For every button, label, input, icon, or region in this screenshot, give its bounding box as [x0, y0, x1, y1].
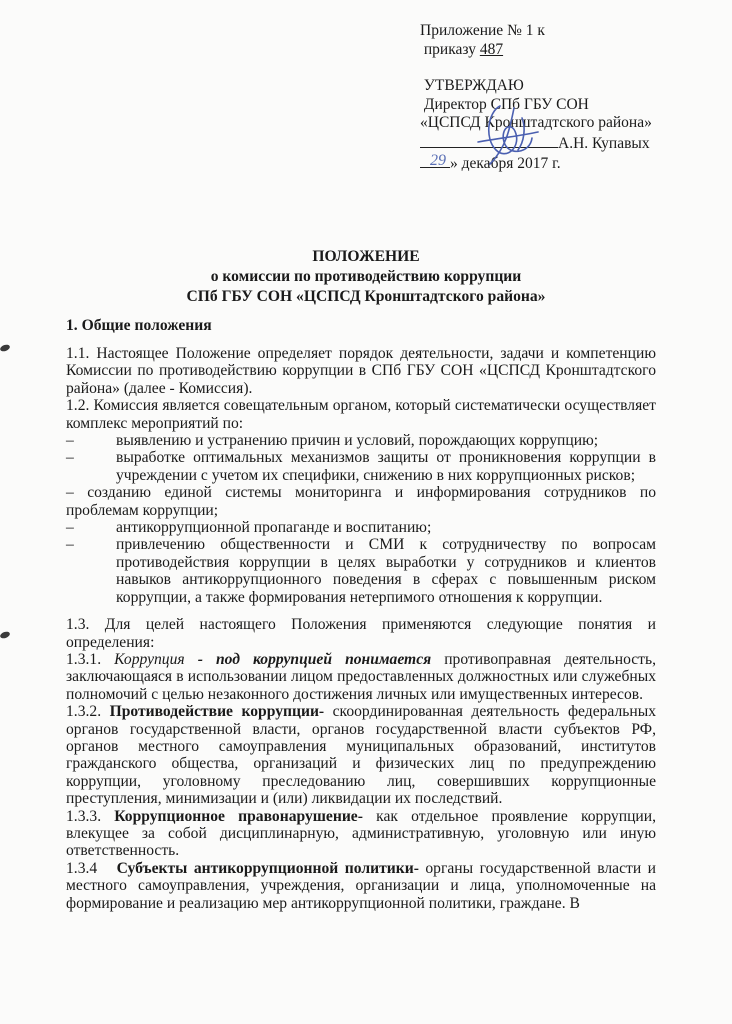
definition-1-3-1: 1.3.1. Коррупция - под коррупцией понимается противоправная деятельность, заключающаяся в использовании лицом предоставленных должностных или служебных полномочий с целью незаконного достижения личных или имущественных интересов.: [66, 650, 656, 703]
section-heading: 1. Общие положения: [66, 317, 212, 334]
definition-1-3-3: 1.3.3. Коррупционное правонарушение- как отдельное проявление коррупции, влекущее за собой дисциплинарную, административную, уголовную или иную ответственность.: [66, 807, 657, 860]
list-item: – выявлению и устранению причин и условий, порождающих коррупцию;: [66, 432, 599, 450]
document-body: [66, 345, 656, 912]
term-anti-corruption: Противодействие коррупции-: [109, 703, 325, 721]
date-day: 29: [430, 152, 446, 169]
title-line-1: ПОЛОЖЕНИЕ: [312, 248, 420, 265]
handwritten-signature: [470, 98, 540, 170]
term-policy-subjects: Субъекты антикоррупционной политики-: [116, 859, 419, 877]
list-item: – созданию единой системы мониторинга и информирования сотрудников по проблемам коррупции;: [66, 484, 656, 519]
paragraph-1-3: 1.3. Для целей настоящего Положения применяются следующие понятия и определения:: [66, 616, 656, 651]
term-corruption-offense: Коррупционное правонарушение-: [114, 807, 363, 825]
list-item: – антикоррупционной пропаганде и воспитанию;: [66, 519, 432, 537]
list-item: – выработке оптимальных механизмов защиты от проникновения коррупции в учреждении с учетом их специфики, снижению в них коррупционных рисков;: [66, 449, 656, 484]
title-line-2: о комиссии по противодействию коррупции: [210, 268, 522, 285]
organization-name: «ЦСПСД Кронштадтского района»: [420, 114, 652, 131]
paragraph-1-2: 1.2. Комиссия является совещательным органом, который систематически осуществляет комплекс мероприятий по:: [66, 397, 656, 432]
title-line-3: СПб ГБУ СОН «ЦСПСД Кронштадтского района»: [186, 288, 546, 305]
appendix-line: Приложение № 1 к: [420, 22, 545, 39]
term-corruption: Коррупция: [114, 650, 185, 668]
order-line: приказу 487: [423, 40, 504, 58]
definition-1-3-2: 1.3.2. Противодействие коррупции- скоординированная деятельность федеральных органов государственной власти, органов государственной власти субъектов РФ, органов местного самоуправления муниципальных образований, институтов гражданского общества, организаций и физических лиц по предупреждению коррупции, уголовному преследованию лиц, совершивших коррупционные преступления, минимизации и (или) ликвидации их последствий.: [66, 703, 656, 808]
document-title: [0, 247, 732, 307]
definition-1-3-4: 1.3.4 Субъекты антикоррупционной политики- органы государственной власти и местного самоуправления, учреждения, организации и лица, уполномоченные на формирование и реализацию мер антикоррупционной политики, граждане. В: [66, 859, 656, 912]
signer-name: А.Н. Купавых: [558, 134, 650, 152]
director-title: Директор СПб ГБУ СОН: [423, 95, 589, 113]
list-item: – привлечению общественности и СМИ к сотрудничеству по вопросам противодействия коррупции в целях выработки у сотрудников и клиентов навыков антикоррупционного поведения в сферах с повышенным риском коррупции, а также формирования нетерпимого отношения к коррупции.: [66, 536, 656, 606]
punch-hole-mark: [0, 630, 11, 639]
paragraph-1-1: 1.1. Настоящее Положение определяет порядок деятельности, задачи и компетенцию Комиссии по противодействию коррупции в СПб ГБУ СОН «ЦСПСД Кронштадтского района» (далее - Комиссия).: [66, 345, 656, 397]
approve-label: УТВЕРЖДАЮ: [423, 77, 524, 94]
order-number: 487: [479, 40, 504, 58]
punch-hole-mark: [0, 343, 11, 352]
approval-date: 29 » декабря 2017 г.: [420, 153, 652, 174]
